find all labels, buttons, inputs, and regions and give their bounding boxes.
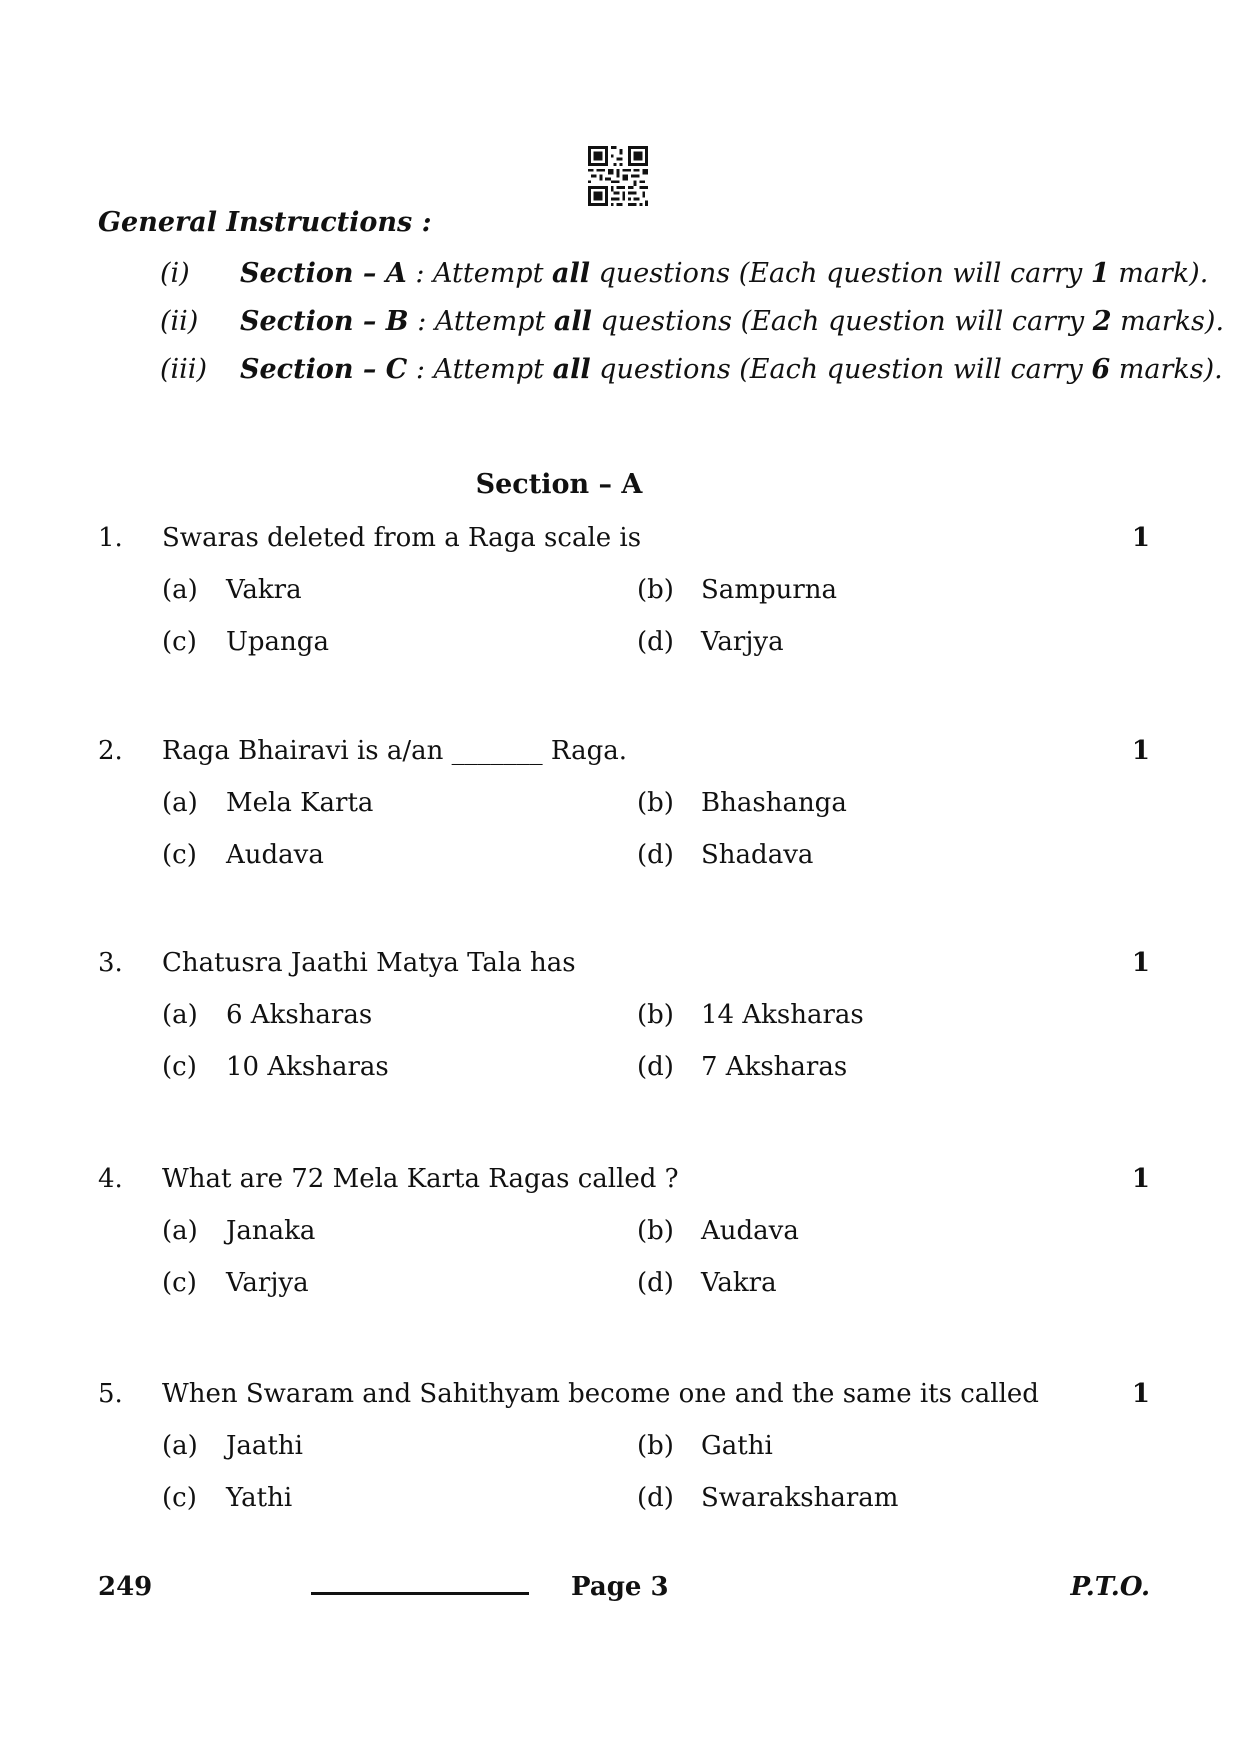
question-marks: 1 bbox=[1131, 523, 1150, 553]
instruction-text: : Attempt bbox=[408, 306, 554, 337]
question-marks: 1 bbox=[1131, 1379, 1150, 1409]
option-c bbox=[162, 627, 329, 657]
option-label: (d) bbox=[637, 840, 674, 870]
pto-label: P.T.O. bbox=[1070, 1572, 1150, 1602]
instruction-section: Section – B bbox=[240, 306, 409, 337]
question-number: 3. bbox=[98, 948, 123, 978]
question-number: 4. bbox=[98, 1164, 123, 1194]
option-text: Mela Karta bbox=[226, 788, 374, 818]
options-row bbox=[98, 1431, 1150, 1483]
option-d bbox=[637, 1052, 847, 1082]
option-label: (c) bbox=[162, 1268, 197, 1298]
options-row bbox=[98, 1268, 1150, 1320]
option-b bbox=[637, 1431, 773, 1461]
question-text: What are 72 Mela Karta Ragas called ? bbox=[162, 1164, 679, 1194]
option-b bbox=[637, 1000, 864, 1030]
question-text: Chatusra Jaathi Matya Tala has bbox=[162, 948, 576, 978]
instruction-item bbox=[160, 306, 1224, 337]
option-text: Jaathi bbox=[226, 1431, 303, 1461]
instruction-number: (ii) bbox=[160, 306, 199, 337]
option-label: (b) bbox=[637, 575, 674, 605]
question-row bbox=[98, 736, 1150, 788]
question-text: When Swaram and Sahithyam become one and the same its called bbox=[162, 1379, 1039, 1409]
question-row bbox=[98, 523, 1150, 575]
options-row bbox=[98, 1052, 1150, 1104]
option-label: (b) bbox=[637, 1000, 674, 1030]
option-d bbox=[637, 1483, 898, 1513]
option-text: Sampurna bbox=[701, 575, 838, 605]
question-marks: 1 bbox=[1131, 948, 1150, 978]
question-marks: 1 bbox=[1131, 1164, 1150, 1194]
option-label: (d) bbox=[637, 1268, 674, 1298]
question-3 bbox=[98, 948, 1150, 1104]
instruction-section: Section – A bbox=[240, 258, 407, 289]
option-label: (b) bbox=[637, 1216, 674, 1246]
option-text: Audava bbox=[701, 1216, 799, 1246]
instruction-section: Section – C bbox=[240, 354, 408, 385]
option-text: Janaka bbox=[226, 1216, 316, 1246]
option-text: 10 Aksharas bbox=[226, 1052, 389, 1082]
instruction-text: mark). bbox=[1109, 258, 1209, 289]
question-text: Raga Bhairavi is a/an _______ Raga. bbox=[162, 736, 627, 766]
footer-divider bbox=[311, 1592, 529, 1595]
question-marks: 1 bbox=[1131, 736, 1150, 766]
instruction-number: (iii) bbox=[160, 354, 207, 385]
question-number: 1. bbox=[98, 523, 123, 553]
question-5 bbox=[98, 1379, 1150, 1535]
option-text: Shadava bbox=[701, 840, 814, 870]
option-label: (d) bbox=[637, 1483, 674, 1513]
option-label: (c) bbox=[162, 1052, 197, 1082]
option-label: (a) bbox=[162, 788, 198, 818]
instruction-text: questions (Each question will carry bbox=[591, 306, 1093, 337]
option-c bbox=[162, 1052, 389, 1082]
option-label: (a) bbox=[162, 1000, 198, 1030]
options-row bbox=[98, 840, 1150, 892]
instruction-text: questions (Each question will carry bbox=[590, 258, 1091, 289]
general-instructions-title: General Instructions : bbox=[98, 207, 432, 238]
options-row bbox=[98, 1483, 1150, 1535]
option-text: Vakra bbox=[226, 575, 302, 605]
section-a-heading: Section – A bbox=[475, 469, 643, 500]
instruction-number: (i) bbox=[160, 258, 190, 289]
option-text: Yathi bbox=[226, 1483, 293, 1513]
options-row bbox=[98, 627, 1150, 679]
question-number: 2. bbox=[98, 736, 123, 766]
option-label: (c) bbox=[162, 840, 197, 870]
instruction-text: : Attempt bbox=[407, 354, 553, 385]
qr-code bbox=[588, 146, 648, 206]
question-2 bbox=[98, 736, 1150, 892]
option-b bbox=[637, 1216, 799, 1246]
option-text: Swaraksharam bbox=[701, 1483, 899, 1513]
instruction-marks: 1 bbox=[1090, 258, 1110, 289]
instruction-text: marks). bbox=[1110, 354, 1223, 385]
option-d bbox=[637, 1268, 777, 1298]
instruction-item bbox=[160, 354, 1223, 385]
option-text: Audava bbox=[226, 840, 324, 870]
paper-code: 249 bbox=[98, 1572, 153, 1602]
instruction-all: all bbox=[553, 306, 592, 337]
option-d bbox=[637, 627, 784, 657]
instruction-all: all bbox=[552, 354, 591, 385]
option-a bbox=[162, 1216, 315, 1246]
options-row bbox=[98, 575, 1150, 627]
option-text: Upanga bbox=[226, 627, 329, 657]
option-c bbox=[162, 1268, 309, 1298]
option-text: Gathi bbox=[701, 1431, 773, 1461]
instruction-marks: 2 bbox=[1092, 306, 1112, 337]
question-row bbox=[98, 1379, 1150, 1431]
instruction-marks: 6 bbox=[1091, 354, 1111, 385]
option-b bbox=[637, 788, 847, 818]
options-row bbox=[98, 1000, 1150, 1052]
option-label: (a) bbox=[162, 1216, 198, 1246]
option-label: (a) bbox=[162, 1431, 198, 1461]
question-1 bbox=[98, 523, 1150, 679]
instruction-text: : Attempt bbox=[406, 258, 553, 289]
options-row bbox=[98, 788, 1150, 840]
page-number: Page 3 bbox=[571, 1572, 669, 1602]
question-text: Swaras deleted from a Raga scale is bbox=[162, 523, 642, 553]
option-label: (c) bbox=[162, 1483, 197, 1513]
question-row bbox=[98, 1164, 1150, 1216]
option-b bbox=[637, 575, 837, 605]
option-a bbox=[162, 1000, 372, 1030]
option-text: Varjya bbox=[226, 1268, 309, 1298]
option-label: (c) bbox=[162, 627, 197, 657]
option-text: 7 Aksharas bbox=[701, 1052, 848, 1082]
option-label: (b) bbox=[637, 1431, 674, 1461]
question-number: 5. bbox=[98, 1379, 123, 1409]
option-c bbox=[162, 840, 324, 870]
options-row bbox=[98, 1216, 1150, 1268]
option-text: 14 Aksharas bbox=[701, 1000, 864, 1030]
option-text: Bhashanga bbox=[701, 788, 847, 818]
option-a bbox=[162, 575, 302, 605]
question-row bbox=[98, 948, 1150, 1000]
instruction-text: questions (Each question will carry bbox=[590, 354, 1092, 385]
option-text: Varjya bbox=[701, 627, 784, 657]
option-a bbox=[162, 788, 373, 818]
option-text: 6 Aksharas bbox=[226, 1000, 373, 1030]
option-d bbox=[637, 840, 813, 870]
question-4 bbox=[98, 1164, 1150, 1320]
option-label: (a) bbox=[162, 575, 198, 605]
option-text: Vakra bbox=[701, 1268, 777, 1298]
option-label: (d) bbox=[637, 1052, 674, 1082]
option-a bbox=[162, 1431, 303, 1461]
option-c bbox=[162, 1483, 292, 1513]
instruction-all: all bbox=[552, 258, 591, 289]
option-label: (d) bbox=[637, 627, 674, 657]
instruction-text: marks). bbox=[1111, 306, 1225, 337]
option-label: (b) bbox=[637, 788, 674, 818]
instruction-item bbox=[160, 258, 1208, 289]
